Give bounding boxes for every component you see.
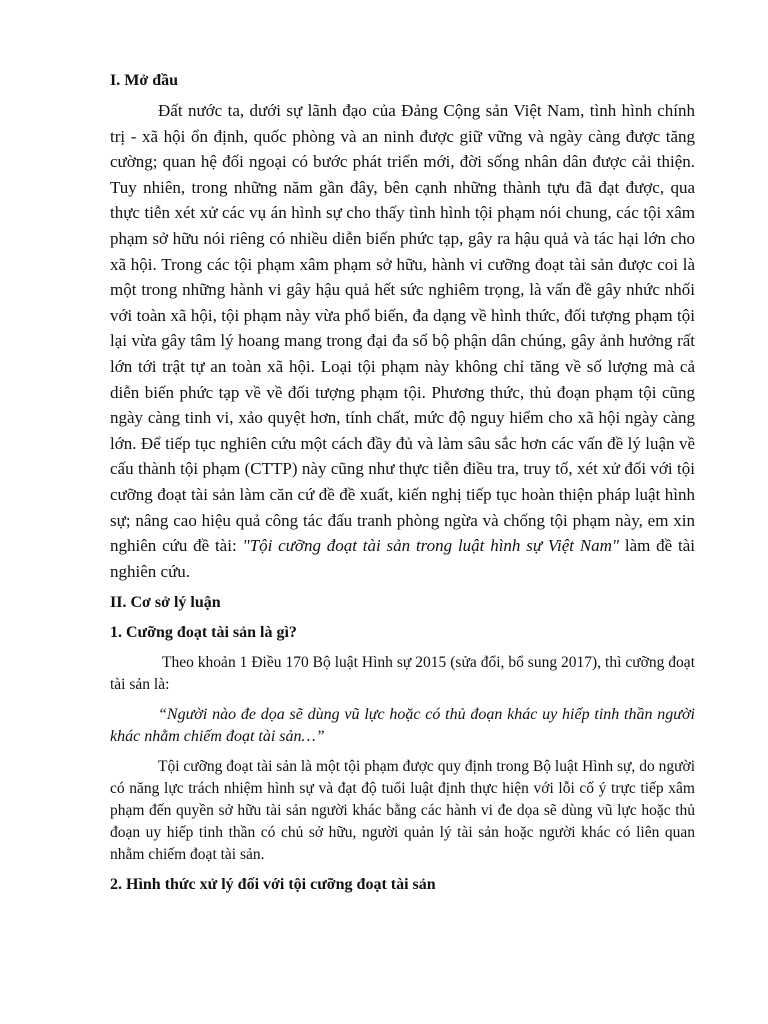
intro-paragraph: [110, 98, 695, 584]
subsection-heading-penalties: 2. Hình thức xử lý đối với tội cưỡng đoạt tài sản: [110, 876, 436, 894]
intro-paragraph-ending: làm đề tài nghiên cứu.: [110, 536, 695, 581]
definition-paragraph: Tội cưỡng đoạt tài sản là một tội phạm được quy định trong Bộ luật Hình sự, do người có năng lực trách nhiệm hình sự và đạt độ tuổi luật định thực hiện với lỗi cố ý trực tiếp xâm phạm đến quyền sở hữu tài sản người khác bằng các hành vi đe dọa sẽ dùng vũ lực hoặc thủ đoạn uy hiếp tinh thần có chủ sở hữu, người quản lý tài sản hoặc người khác có liên quan nhằm chiếm đoạt tài sản.: [110, 758, 695, 864]
research-topic-title: "Tội cưỡng đoạt tài sản trong luật hình sự Việt Nam": [242, 536, 620, 556]
law-quote: “Người nào đe dọa sẽ dùng vũ lực hoặc có thủ đoạn khác uy hiếp tinh thần người khác nhằm chiếm đoạt tài sản…”: [110, 706, 695, 746]
law-reference-paragraph: Theo khoản 1 Điều 170 Bộ luật Hình sự 2015 (sửa đổi, bổ sung 2017), thì cưỡng đoạt tài sản là:: [110, 654, 695, 694]
section-heading-intro: I. Mở đầu: [110, 72, 178, 89]
section-heading-theory: II. Cơ sở lý luận: [110, 594, 221, 612]
document-page: [110, 70, 695, 896]
subsection-heading-definition: 1. Cưỡng đoạt tài sản là gì?: [110, 624, 297, 642]
intro-paragraph-text: Đất nước ta, dưới sự lãnh đạo của Đảng Cộng sản Việt Nam, tình hình chính trị - xã hội ổn định, quốc phòng và an ninh được giữ vững và ngày càng được tăng cường; quan hệ đối ngoại có bước phát triển mới, đời sống nhân dân được cải thiện. Tuy nhiên, trong những năm gần đây, bên cạnh những thành tựu đã đạt được, qua thực tiễn xét xử các vụ án hình sự cho thấy tình hình tội phạm nói chung, các tội xâm phạm sở hữu nói riêng có nhiều diễn biến phức tạp, gây ra hậu quả và tác hại lớn cho xã hội. Trong các tội phạm xâm phạm sở hữu, hành vi cưỡng đoạt tài sản được coi là một trong những hành vi gây hậu quả hết sức nghiêm trọng, là vấn đề gây nhức nhối với toàn xã hội, tội phạm này vừa phổ biến, đa dạng về hình thức, đối tượng phạm tội lại vừa gây tâm lý hoang mang trong đại đa số bộ phận dân chúng, gây ảnh hưởng rất lớn tới trật tự an toàn xã hội. Loại tội phạm này không chỉ tăng về số lượng mà cả diễn biến phức tạp về về đối tượng phạm tội. Phương thức, thủ đoạn phạm tội cũng ngày càng tinh vi, xảo quyệt hơn, tính chất, mức độ nguy hiểm cho xã hội ngày càng lớn. Để tiếp tục nghiên cứu một cách đầy đủ và làm sâu sắc hơn các vấn đề lý luận về cấu thành tội phạm (CTTP) này cũng như thực tiễn điều tra, truy tố, xét xử đối với tội cưỡng đoạt tài sản làm căn cứ đề đề xuất, kiến nghị tiếp tục hoàn thiện pháp luật hình sự; nâng cao hiệu quả công tác đấu tranh phòng ngừa và chống tội phạm này, em xin nghiên cứu đề tài:: [110, 101, 695, 556]
